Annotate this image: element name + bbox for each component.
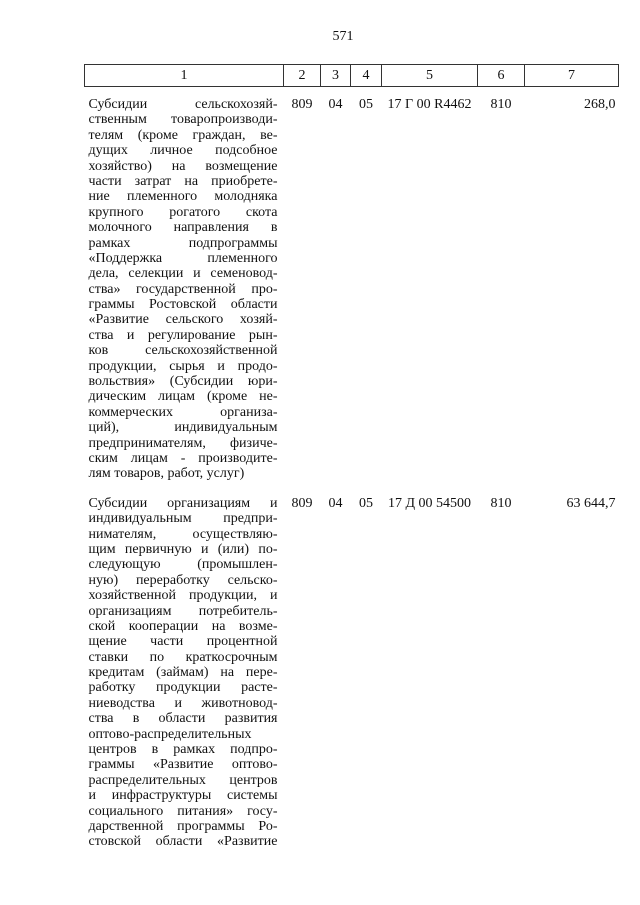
description-line: лям товаров, работ, услуг) [88, 466, 245, 482]
column-header: 3 [321, 65, 351, 87]
description-line: ской кооперации на возме- [88, 618, 278, 634]
description-line: ства» государственной про- [88, 281, 278, 297]
description-line: крупного рогатого скота [88, 204, 278, 220]
description-line: ную) переработку сельско- [88, 572, 278, 588]
description-line: коммерческих организа- [88, 404, 278, 420]
description-line: индивидуальным предпри- [88, 511, 278, 527]
description-line: следующую (промышлен- [88, 557, 278, 573]
description-line: телям (кроме граждан, ве- [88, 127, 278, 143]
description-line: ственным товаропроизводи- [88, 112, 278, 128]
column-header: 6 [478, 65, 525, 87]
expense-type-code: 810 [490, 495, 512, 511]
description-line: хозяйственной продукции, и [88, 588, 278, 604]
description-line: дическим лицам (кроме не- [88, 389, 278, 405]
section-code: 04 [328, 495, 343, 511]
description-line: Субсидии организациям и [88, 495, 278, 511]
description-line: предпринимателям, физиче- [88, 435, 278, 451]
target-article-code: 17 Д 00 54500 [387, 495, 472, 511]
description-line: хозяйство) на возмещение [88, 158, 278, 174]
description-line: граммы «Развитие оптово- [88, 757, 278, 773]
page-number: 571 [332, 29, 354, 44]
description-line: распределительных центров [88, 772, 278, 788]
subsection-code: 05 [359, 97, 373, 112]
ministry-code: 809 [291, 97, 313, 112]
target-article-code: 17 Г 00 R4462 [387, 97, 472, 112]
amount: 63 644,7 [566, 495, 616, 511]
description-line: граммы Ростовской области [88, 297, 278, 313]
description-line: ства и регулирование рын- [88, 327, 278, 343]
description-line: молочного направления в [88, 220, 278, 236]
description-line: и инфраструктуры системы [88, 788, 278, 804]
description-line: кредитам (займам) на пере- [88, 665, 278, 681]
description-line: работку продукции расте- [88, 680, 278, 696]
header-row [85, 65, 619, 87]
ministry-code: 809 [291, 495, 313, 511]
description-line: ства в области развития [88, 711, 278, 727]
description-line: дарственной программы Ро- [88, 818, 278, 834]
description-line: организациям потребитель- [88, 603, 278, 619]
description-line: вольствия» (Субсидии юри- [88, 374, 278, 390]
description-line: щим первичную и (или) по- [88, 541, 278, 557]
row-description [85, 87, 284, 482]
column-header: 5 [382, 65, 478, 87]
description-line: ставки по краткосрочным [88, 649, 278, 665]
column-header: 2 [284, 65, 321, 87]
column-header: 4 [351, 65, 382, 87]
description-line: дела, селекции и семеновод- [88, 266, 278, 282]
amount: 268,0 [584, 97, 616, 112]
table-row [85, 87, 619, 482]
description-line: «Поддержка племенного [88, 250, 278, 266]
row-description [85, 482, 284, 850]
description-line: оптово-распределительных [88, 726, 252, 742]
description-line: рамках подпрограммы [88, 235, 278, 251]
description-line: нимателям, осуществляю- [88, 526, 278, 542]
description-line: щение части процентной [88, 634, 278, 650]
description-line: ков сельскохозяйственной [88, 343, 278, 359]
section-code: 04 [328, 97, 343, 112]
description-line: стовской области «Развитие [88, 834, 278, 850]
table-row [85, 482, 619, 850]
description-line: ние племенного молодняка [88, 189, 278, 205]
description-line: центров в рамках подпро- [88, 742, 278, 758]
expense-type-code: 810 [490, 97, 512, 112]
description-line: дущих личное подсобное [88, 143, 278, 159]
description-line: продукции, сырья и продо- [88, 358, 278, 374]
description-line: ниеводства и животновод- [88, 695, 278, 711]
description-line: ским лицам - производите- [88, 450, 278, 466]
subsection-code: 05 [359, 495, 373, 511]
description-line: Субсидии сельскохозяй- [88, 97, 278, 112]
column-header: 7 [525, 65, 619, 87]
description-line: ций), индивидуальным [88, 420, 278, 436]
budget-table [84, 64, 619, 850]
description-line: части затрат на приобрете- [88, 173, 278, 189]
column-header: 1 [85, 65, 284, 87]
description-line: «Развитие сельского хозяй- [88, 312, 278, 328]
description-line: социального питания» госу- [88, 803, 278, 819]
